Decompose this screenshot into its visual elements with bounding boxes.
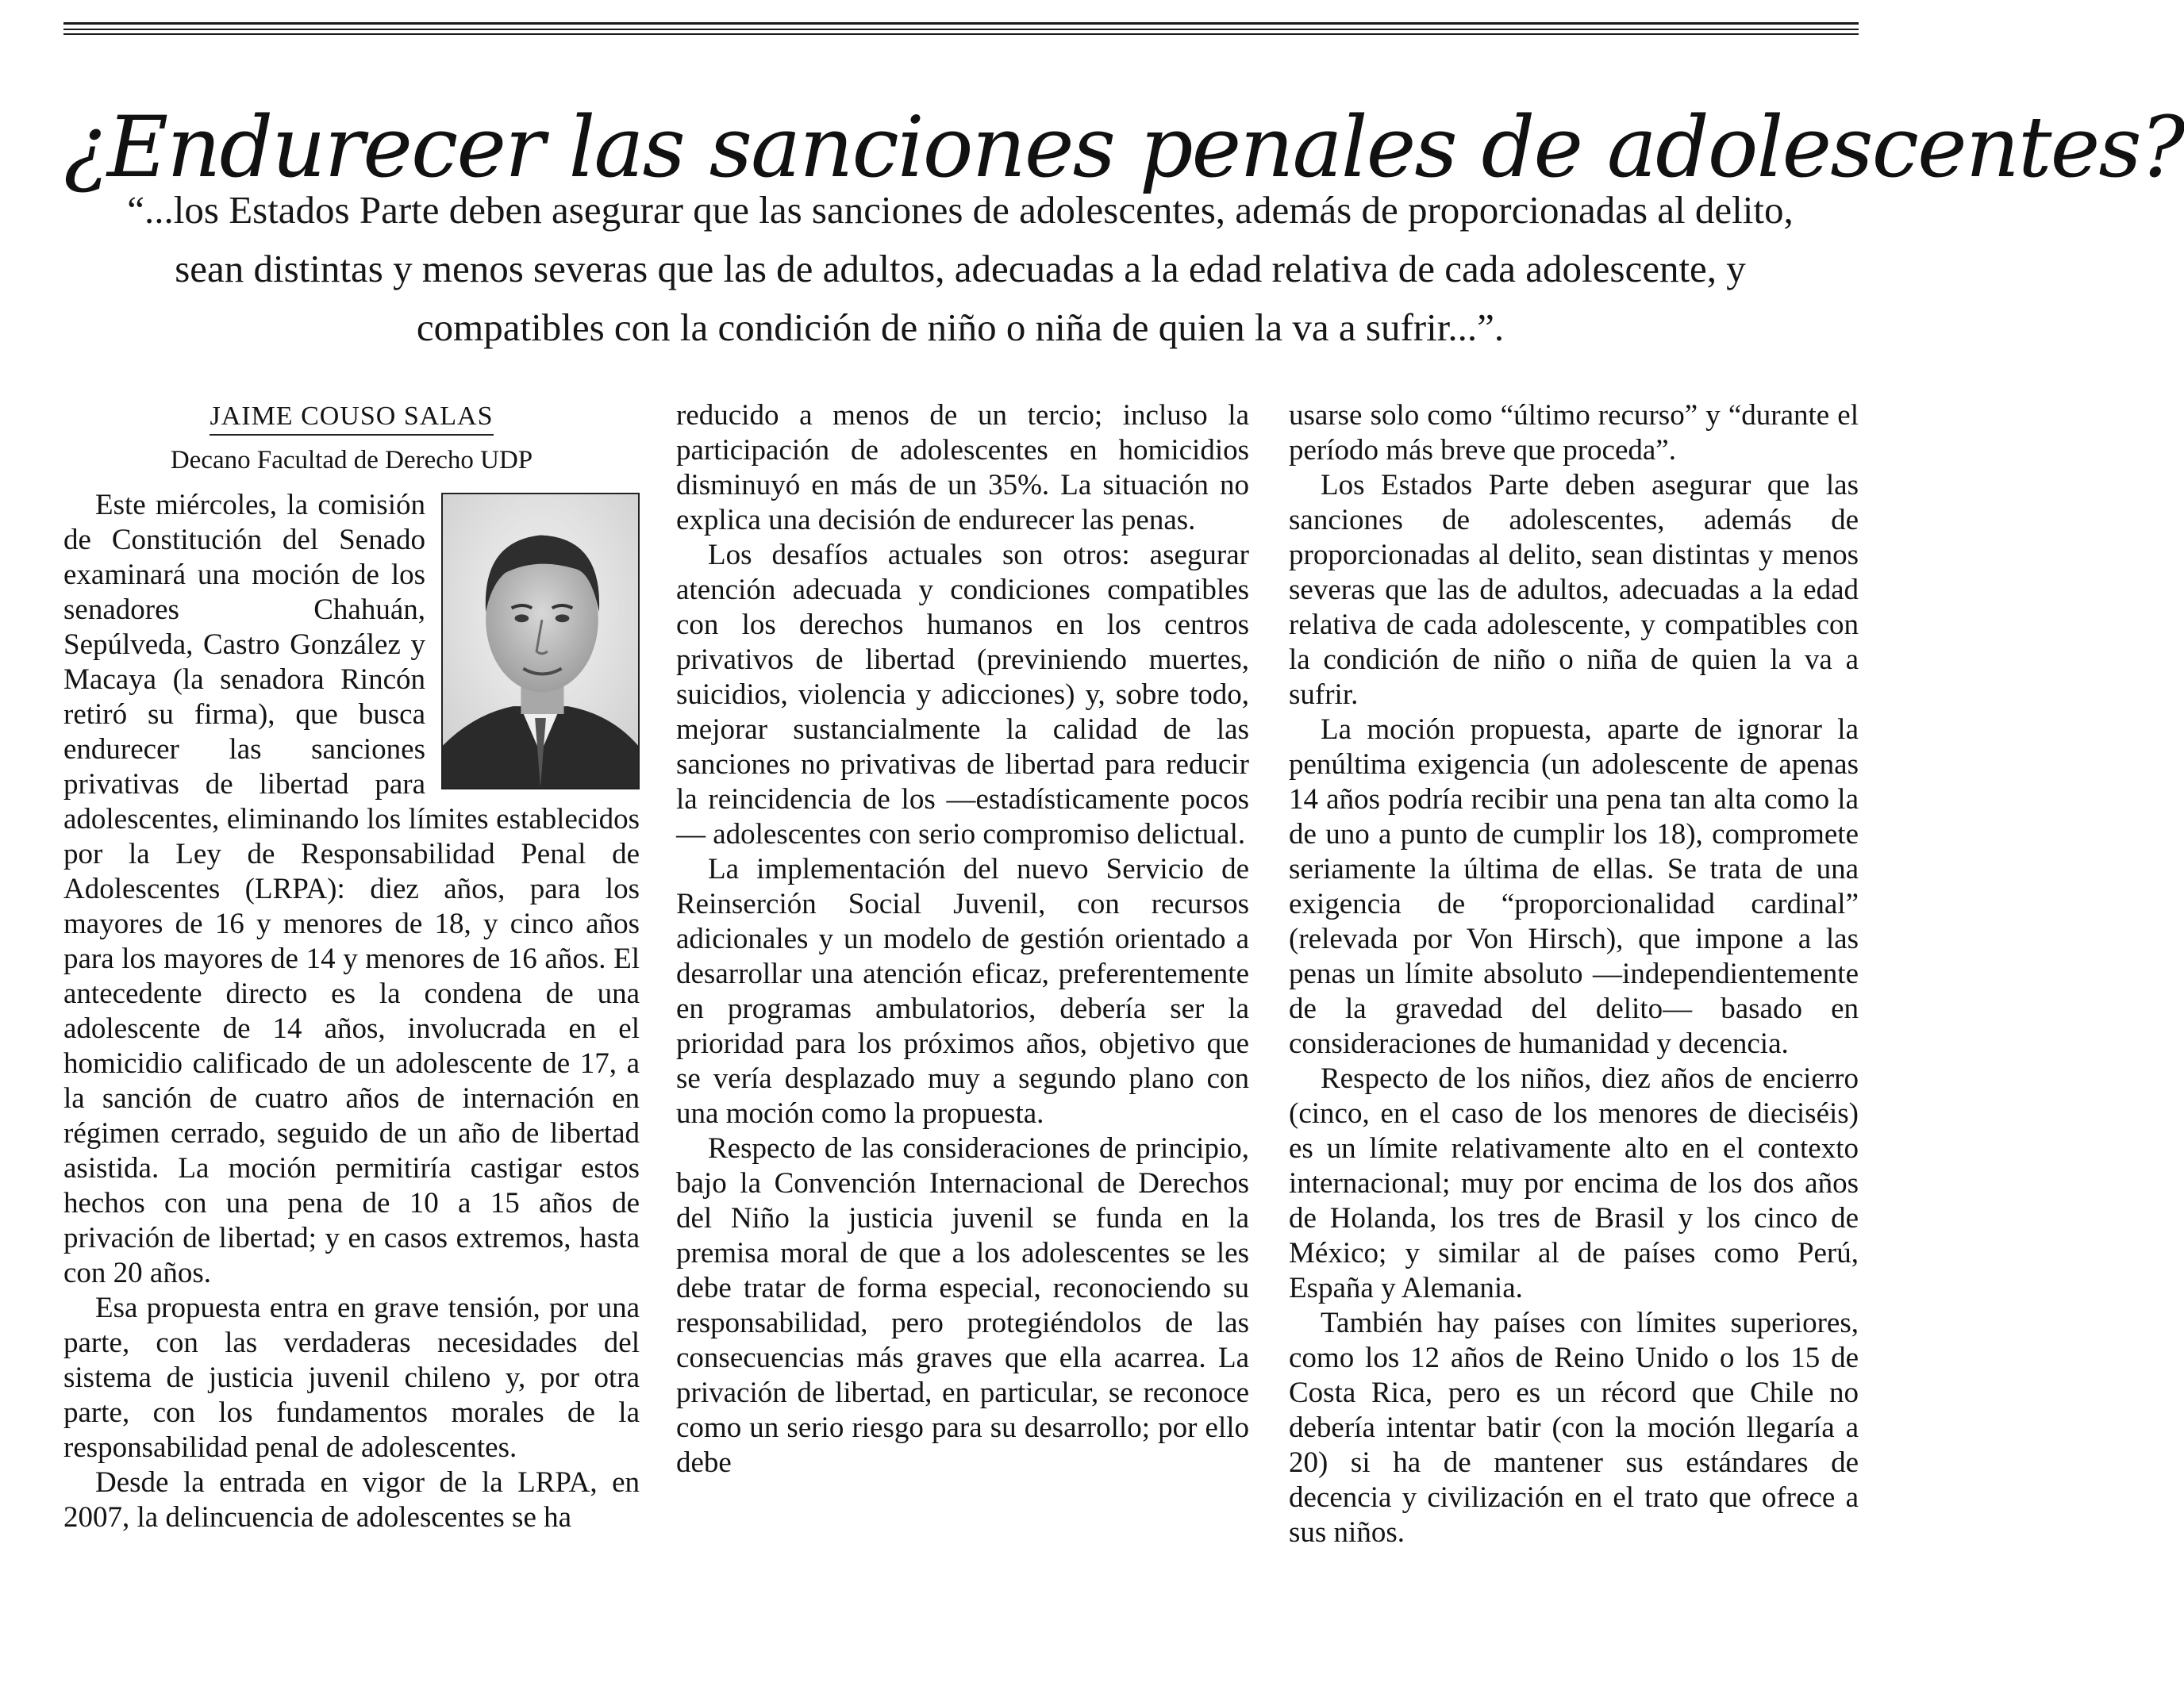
pull-quote: “...los Estados Parte deben asegurar que las sanciones de adolescentes, además de proporcionadas al delito, sean distintas y menos severas que las de adultos, adecuadas a la edad relativa de cada adolescente, y compatibles con la condición de niño o niña de quien la va a sufrir...”. — [127, 188, 1794, 349]
paragraph: reducido a menos de un tercio; incluso la participación de adolescentes en homicidios disminuyó en más de un 35%. La situación no explica una decisión de endurecer las penas. — [676, 399, 1249, 536]
paragraph: Respecto de los niños, diez años de encierro (cinco, en el caso de los menores de dieciséis) es un límite relativamente alto en el contexto internacional; muy por encima de los dos años de Holanda, los tres de Brasil y los cinco de México; y similar al de países como Perú, España y Alemania. — [1289, 1062, 1859, 1304]
paragraph: Esa propuesta entra en grave tensión, por una parte, con las verdaderas necesidades del sistema de justicia juvenil chileno y, por otra parte, con los fundamentos morales de la responsabilidad penal de adolescentes. — [63, 1292, 640, 1464]
paragraph: usarse solo como “último recurso” y “durante el período más breve que proceda”. — [1289, 399, 1859, 467]
paragraph: La implementación del nuevo Servicio de Reinserción Social Juvenil, con recursos adicionales y un modelo de gestión orientado a desarrollar una atención eficaz, preferentemente en programas ambulatorios, debería ser la prioridad para los próximos años, objetivo que se vería desplazado muy a segundo plano con una moción como la propuesta. — [676, 853, 1249, 1130]
paragraph: También hay países con límites superiores, como los 12 años de Reino Unido o los 15 de Costa Rica, pero es un récord que Chile no debería intentar batir (con la moción llegaría a 20) si ha de mantener sus estándares de decencia y civilización en el trato que ofrece a sus niños. — [1289, 1307, 1859, 1549]
author-role: Decano Facultad de Derecho UDP — [170, 446, 533, 474]
article-column-2 — [676, 398, 1249, 1481]
byline — [63, 398, 640, 480]
top-rule-3 — [63, 33, 1859, 35]
author-name: JAIME COUSO SALAS — [210, 401, 493, 436]
headline: ¿Endurecer las sanciones penales de adolescentes? — [63, 98, 2184, 197]
paragraph: Los Estados Parte deben asegurar que las sanciones de adolescentes, además de proporcionadas al delito, sean distintas y menos severas que las de adultos, adecuadas a la edad relativa de cada adolescente, y compatibles con la condición de niño o niña de quien la va a sufrir. — [1289, 469, 1859, 711]
paragraph: Este miércoles, la comisión de Constitución del Senado examinará una moción de los senadores Chahuán, Sepúlveda, Castro González y Macaya (la senadora Rincón retiró su firma), que busca endurecer las sanciones privativas de libertad para adolescentes, eliminando los límites establecidos por la Ley de Responsabilidad Penal de Adolescentes (LRPA): diez años, para los mayores de 16 y menores de 18, y cinco años para los mayores de 14 y menores de 16 años. El antecedente directo es la condena de una adolescente de 14 años, involucrada en el homicidio calificado de un adolescente de 17, a la sanción de cuatro años de internación en régimen cerrado, seguido de un año de libertad asistida. La moción permitiría castigar estos hechos con una pena de 10 a 15 años de privación de libertad; y en casos extremos, hasta con 20 años. — [63, 489, 640, 1289]
top-rule-2 — [63, 29, 1859, 30]
paragraph: Los desafíos actuales son otros: asegurar atención adecuada y condiciones compatibles con los derechos humanos en los centros privativos de libertad (previniendo muertes, suicidios, violencia y adicciones) y, sobre todo, mejorar sustancialmente la calidad de las sanciones no privativas de libertad para reducir la reincidencia de los —estadísticamente pocos— adolescentes con serio compromiso delictual. — [676, 539, 1249, 851]
article-column-1 — [63, 398, 640, 1535]
top-rule — [63, 22, 1859, 25]
article-column-3 — [1289, 398, 1859, 1550]
author-photo — [441, 493, 640, 789]
paragraph: La moción propuesta, aparte de ignorar la penúltima exigencia (un adolescente de apenas 14 años podría recibir una pena tan alta como la de uno a punto de cumplir los 18), compromete seriamente la última de ellas. Se trata de una exigencia de “proporcionalidad cardinal” (relevada por Von Hirsch), que impone a las penas un límite absoluto —independientemente de la gravedad del delito— basado en consideraciones de humanidad y decencia. — [1289, 713, 1859, 1060]
paragraph: Respecto de las consideraciones de principio, bajo la Convención Internacional de Derechos del Niño la justicia juvenil se funda en la premisa moral de que a los adolescentes se les debe tratar de forma especial, reconociendo su responsabilidad, pero protegiéndolos de las consecuencias más graves que ella acarrea. La privación de libertad, en particular, se reconoce como un serio riesgo para su desarrollo; por ello debe — [676, 1132, 1249, 1479]
paragraph: Desde la entrada en vigor de la LRPA, en 2007, la delincuencia de adolescentes se ha — [63, 1466, 640, 1534]
